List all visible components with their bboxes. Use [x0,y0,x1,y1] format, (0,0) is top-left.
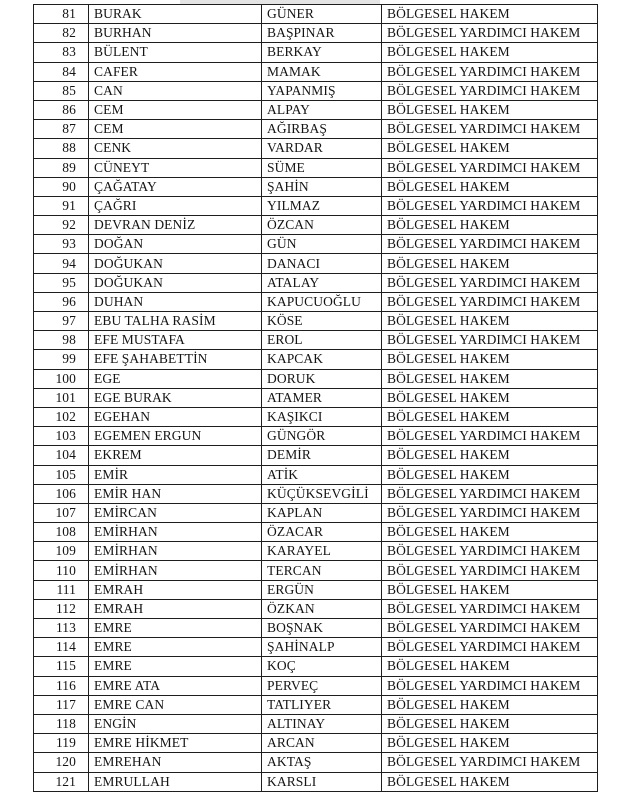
table-row [34,369,598,388]
rank-cell: BÖLGESEL HAKEM [382,350,598,369]
row-number-cell: 120 [34,753,89,772]
table-row [34,619,598,638]
last-name-cell: DANACI [262,254,382,273]
last-name-cell: TATLIYER [262,695,382,714]
first-name-cell: ÇAĞATAY [89,177,262,196]
row-number-cell: 102 [34,407,89,426]
row-number-cell: 90 [34,177,89,196]
row-number-cell: 81 [34,5,89,24]
rank-cell: BÖLGESEL YARDIMCI HAKEM [382,619,598,638]
first-name-cell: EMRULLAH [89,772,262,791]
row-number-cell: 84 [34,62,89,81]
table-row [34,561,598,580]
rank-cell: BÖLGESEL YARDIMCI HAKEM [382,561,598,580]
row-number-cell: 117 [34,695,89,714]
rank-cell: BÖLGESEL YARDIMCI HAKEM [382,120,598,139]
row-number-cell: 94 [34,254,89,273]
row-number-cell: 86 [34,100,89,119]
last-name-cell: KÖSE [262,312,382,331]
last-name-cell: ÖZCAN [262,216,382,235]
table-row [34,62,598,81]
table-row [34,139,598,158]
table-row [34,734,598,753]
last-name-cell: VARDAR [262,139,382,158]
rank-cell: BÖLGESEL HAKEM [382,772,598,791]
rank-cell: BÖLGESEL YARDIMCI HAKEM [382,542,598,561]
rank-cell: BÖLGESEL YARDIMCI HAKEM [382,158,598,177]
row-number-cell: 114 [34,638,89,657]
first-name-cell: EMRE [89,619,262,638]
first-name-cell: EBU TALHA RASİM [89,312,262,331]
table-row [34,695,598,714]
table-row [34,542,598,561]
last-name-cell: AKTAŞ [262,753,382,772]
table-row [34,24,598,43]
last-name-cell: ÖZACAR [262,523,382,542]
last-name-cell: ALPAY [262,100,382,119]
row-number-cell: 91 [34,196,89,215]
rank-cell: BÖLGESEL HAKEM [382,388,598,407]
first-name-cell: CEM [89,100,262,119]
first-name-cell: CENK [89,139,262,158]
table-row [34,216,598,235]
first-name-cell: CAFER [89,62,262,81]
first-name-cell: EFE MUSTAFA [89,331,262,350]
row-number-cell: 93 [34,235,89,254]
row-number-cell: 108 [34,523,89,542]
first-name-cell: EMİR HAN [89,484,262,503]
rank-cell: BÖLGESEL HAKEM [382,43,598,62]
first-name-cell: CEM [89,120,262,139]
last-name-cell: PERVEÇ [262,676,382,695]
table-row [34,580,598,599]
row-number-cell: 110 [34,561,89,580]
first-name-cell: EMRE ATA [89,676,262,695]
row-number-cell: 107 [34,503,89,522]
row-number-cell: 97 [34,312,89,331]
first-name-cell: DOĞUKAN [89,273,262,292]
table-row [34,638,598,657]
table-row [34,599,598,618]
table-row [34,446,598,465]
rank-cell: BÖLGESEL YARDIMCI HAKEM [382,753,598,772]
first-name-cell: EMREHAN [89,753,262,772]
table-row [34,177,598,196]
row-number-cell: 89 [34,158,89,177]
row-number-cell: 96 [34,292,89,311]
row-number-cell: 111 [34,580,89,599]
last-name-cell: YAPANMIŞ [262,81,382,100]
rank-cell: BÖLGESEL YARDIMCI HAKEM [382,292,598,311]
table-row [34,5,598,24]
table-row [34,292,598,311]
table-row [34,753,598,772]
row-number-cell: 105 [34,465,89,484]
first-name-cell: EGE [89,369,262,388]
last-name-cell: GÜN [262,235,382,254]
last-name-cell: GÜNGÖR [262,427,382,446]
row-number-cell: 106 [34,484,89,503]
last-name-cell: KAPUCUOĞLU [262,292,382,311]
table-row [34,196,598,215]
first-name-cell: EMİR [89,465,262,484]
table-row [34,388,598,407]
first-name-cell: EFE ŞAHABETTİN [89,350,262,369]
table-row [34,100,598,119]
first-name-cell: EMRE [89,638,262,657]
row-number-cell: 101 [34,388,89,407]
table-row [34,254,598,273]
first-name-cell: DOĞUKAN [89,254,262,273]
last-name-cell: ALTINAY [262,714,382,733]
rank-cell: BÖLGESEL YARDIMCI HAKEM [382,599,598,618]
first-name-cell: EMİRCAN [89,503,262,522]
last-name-cell: GÜNER [262,5,382,24]
first-name-cell: CÜNEYT [89,158,262,177]
last-name-cell: AĞIRBAŞ [262,120,382,139]
table-row [34,331,598,350]
rank-cell: BÖLGESEL HAKEM [382,734,598,753]
rank-cell: BÖLGESEL YARDIMCI HAKEM [382,62,598,81]
row-number-cell: 95 [34,273,89,292]
first-name-cell: BURHAN [89,24,262,43]
table-row [34,407,598,426]
row-number-cell: 87 [34,120,89,139]
row-number-cell: 112 [34,599,89,618]
last-name-cell: KARSLI [262,772,382,791]
rank-cell: BÖLGESEL YARDIMCI HAKEM [382,427,598,446]
table-row [34,312,598,331]
row-number-cell: 92 [34,216,89,235]
row-number-cell: 82 [34,24,89,43]
table-row [34,772,598,791]
rank-cell: BÖLGESEL HAKEM [382,312,598,331]
table-row [34,427,598,446]
first-name-cell: EMİRHAN [89,523,262,542]
table-row [34,235,598,254]
last-name-cell: KAPLAN [262,503,382,522]
first-name-cell: CAN [89,81,262,100]
rank-cell: BÖLGESEL HAKEM [382,695,598,714]
last-name-cell: ERGÜN [262,580,382,599]
table-row [34,43,598,62]
rank-cell: BÖLGESEL YARDIMCI HAKEM [382,676,598,695]
rank-cell: BÖLGESEL YARDIMCI HAKEM [382,273,598,292]
table-row [34,465,598,484]
referee-table [33,4,598,792]
row-number-cell: 121 [34,772,89,791]
last-name-cell: YILMAZ [262,196,382,215]
first-name-cell: EKREM [89,446,262,465]
table-row [34,158,598,177]
last-name-cell: KOÇ [262,657,382,676]
last-name-cell: KAPCAK [262,350,382,369]
last-name-cell: DORUK [262,369,382,388]
rank-cell: BÖLGESEL HAKEM [382,254,598,273]
rank-cell: BÖLGESEL HAKEM [382,5,598,24]
rank-cell: BÖLGESEL HAKEM [382,100,598,119]
first-name-cell: DEVRAN DENİZ [89,216,262,235]
row-number-cell: 118 [34,714,89,733]
last-name-cell: ŞAHİNALP [262,638,382,657]
rank-cell: BÖLGESEL YARDIMCI HAKEM [382,196,598,215]
row-number-cell: 116 [34,676,89,695]
row-number-cell: 103 [34,427,89,446]
first-name-cell: EGEMEN ERGUN [89,427,262,446]
first-name-cell: EMİRHAN [89,561,262,580]
last-name-cell: EROL [262,331,382,350]
first-name-cell: DUHAN [89,292,262,311]
rank-cell: BÖLGESEL YARDIMCI HAKEM [382,503,598,522]
row-number-cell: 100 [34,369,89,388]
last-name-cell: ATİK [262,465,382,484]
row-number-cell: 83 [34,43,89,62]
table-row [34,523,598,542]
rank-cell: BÖLGESEL HAKEM [382,407,598,426]
last-name-cell: ŞAHİN [262,177,382,196]
rank-cell: BÖLGESEL YARDIMCI HAKEM [382,331,598,350]
table-row [34,120,598,139]
last-name-cell: KAŞIKCI [262,407,382,426]
rank-cell: BÖLGESEL YARDIMCI HAKEM [382,484,598,503]
row-number-cell: 113 [34,619,89,638]
rank-cell: BÖLGESEL YARDIMCI HAKEM [382,235,598,254]
first-name-cell: EMRAH [89,599,262,618]
rank-cell: BÖLGESEL HAKEM [382,714,598,733]
last-name-cell: MAMAK [262,62,382,81]
last-name-cell: SÜME [262,158,382,177]
row-number-cell: 104 [34,446,89,465]
table-row [34,81,598,100]
first-name-cell: EMRE HİKMET [89,734,262,753]
rank-cell: BÖLGESEL HAKEM [382,139,598,158]
table-row [34,273,598,292]
table-row [34,350,598,369]
rank-cell: BÖLGESEL HAKEM [382,657,598,676]
rank-cell: BÖLGESEL HAKEM [382,580,598,599]
table-row [34,676,598,695]
last-name-cell: TERCAN [262,561,382,580]
rank-cell: BÖLGESEL HAKEM [382,369,598,388]
row-number-cell: 99 [34,350,89,369]
first-name-cell: BURAK [89,5,262,24]
rank-cell: BÖLGESEL YARDIMCI HAKEM [382,24,598,43]
rank-cell: BÖLGESEL HAKEM [382,177,598,196]
last-name-cell: DEMİR [262,446,382,465]
rank-cell: BÖLGESEL HAKEM [382,216,598,235]
last-name-cell: ARCAN [262,734,382,753]
rank-cell: BÖLGESEL HAKEM [382,465,598,484]
last-name-cell: ATAMER [262,388,382,407]
last-name-cell: ATALAY [262,273,382,292]
first-name-cell: BÜLENT [89,43,262,62]
first-name-cell: EMRE [89,657,262,676]
first-name-cell: ÇAĞRI [89,196,262,215]
first-name-cell: EGE BURAK [89,388,262,407]
row-number-cell: 119 [34,734,89,753]
last-name-cell: BERKAY [262,43,382,62]
first-name-cell: EMİRHAN [89,542,262,561]
first-name-cell: EGEHAN [89,407,262,426]
table-row [34,657,598,676]
last-name-cell: KÜÇÜKSEVGİLİ [262,484,382,503]
rank-cell: BÖLGESEL YARDIMCI HAKEM [382,81,598,100]
row-number-cell: 109 [34,542,89,561]
row-number-cell: 98 [34,331,89,350]
last-name-cell: BAŞPINAR [262,24,382,43]
rank-cell: BÖLGESEL HAKEM [382,446,598,465]
row-number-cell: 85 [34,81,89,100]
first-name-cell: EMRE CAN [89,695,262,714]
first-name-cell: ENGİN [89,714,262,733]
table-row [34,503,598,522]
referee-table-body [34,5,598,792]
row-number-cell: 88 [34,139,89,158]
last-name-cell: KARAYEL [262,542,382,561]
rank-cell: BÖLGESEL HAKEM [382,523,598,542]
first-name-cell: EMRAH [89,580,262,599]
row-number-cell: 115 [34,657,89,676]
last-name-cell: ÖZKAN [262,599,382,618]
table-row [34,714,598,733]
last-name-cell: BOŞNAK [262,619,382,638]
table-row [34,484,598,503]
first-name-cell: DOĞAN [89,235,262,254]
rank-cell: BÖLGESEL YARDIMCI HAKEM [382,638,598,657]
